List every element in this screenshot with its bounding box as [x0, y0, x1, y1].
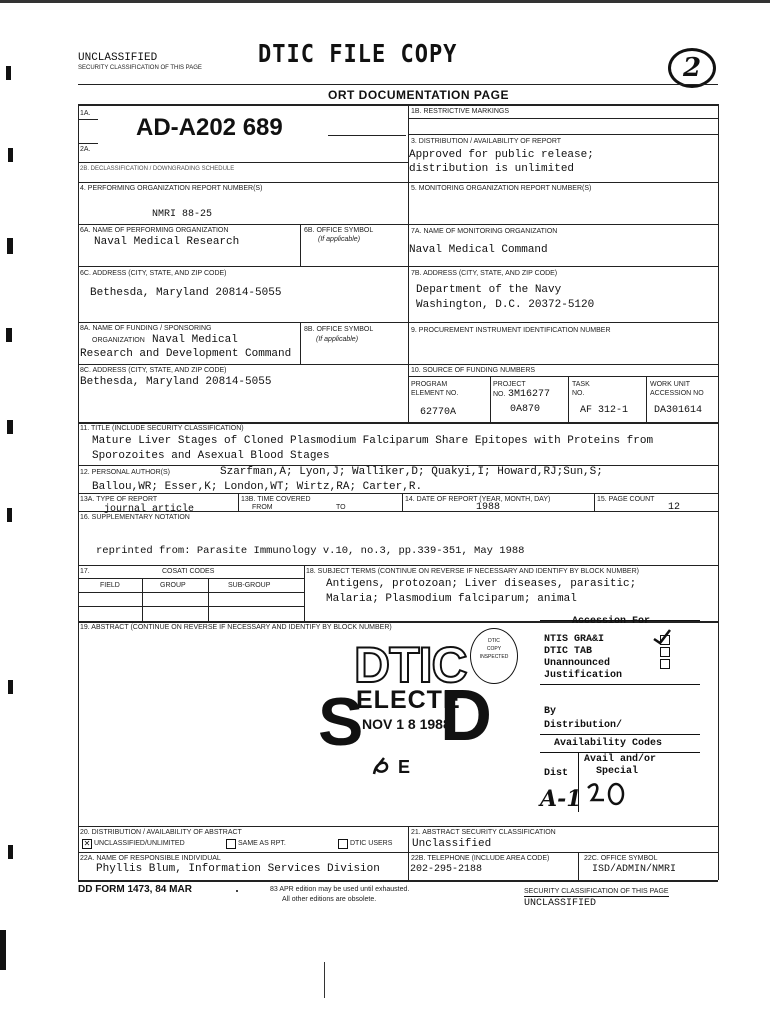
checkbox-dtic-users — [338, 839, 348, 849]
field-21-value: Unclassified — [412, 838, 492, 850]
seal-line-1: DTIC — [488, 638, 500, 644]
accession-avail-1: Avail and/or — [584, 754, 657, 765]
scan-speck — [236, 890, 238, 892]
field-7b-label: 7B. ADDRESS (CITY, STATE, AND ZIP CODE) — [411, 270, 558, 277]
dtic-stamp-s: S — [318, 684, 364, 760]
accession-row-justification: Justification — [544, 670, 623, 681]
field-7b-value-2: Washington, D.C. 20372-5120 — [416, 299, 595, 311]
field-12-value-1: Szarfman,A; Lyon,J; Walliker,D; Quakyi,I; Howard,RJ;Sun,S; — [220, 466, 603, 478]
field-3-value-2: distribution is unlimited — [409, 163, 575, 175]
field-22b-label: 22B. TELEPHONE (INCLUDE AREA CODE) — [411, 855, 550, 862]
field-8a-label: 8A. NAME OF FUNDING / SPONSORING — [80, 325, 212, 332]
field-10-label: 10. SOURCE OF FUNDING NUMBERS — [411, 367, 536, 374]
page-title: ORT DOCUMENTATION PAGE — [328, 88, 509, 102]
circled-number — [668, 48, 716, 88]
field-10-task-value: AF 312-1 — [580, 405, 629, 416]
field-10-project-label: PROJECT — [493, 381, 526, 388]
field-8c-value: Bethesda, Maryland 20814-5055 — [80, 376, 272, 388]
field-7b-value-1: Department of the Navy — [416, 284, 562, 296]
field-18-label: 18. SUBJECT TERMS (CONTINUE ON REVERSE IF NECESSARY AND IDENTIFY BY BLOCK NUMBER) — [306, 568, 639, 575]
dtic-stamp-d: D — [440, 676, 492, 756]
field-9-label: 9. PROCUREMENT INSTRUMENT IDENTIFICATION NUMBER — [411, 327, 611, 334]
seal-line-3: INSPECTED — [479, 654, 509, 660]
field-13a-value: journal article — [104, 504, 195, 515]
security-classification-label: SECURITY CLASSIFICATION OF THIS PAGE — [78, 65, 202, 71]
field-10-project-value-top: 3M16277 — [508, 389, 551, 400]
field-10-project-value: 0A870 — [510, 404, 541, 415]
field-17-label: 17. — [80, 568, 90, 575]
field-16-value: reprinted from: Parasite Immunology v.10, no.3, pp.339-351, May 1988 — [96, 545, 525, 557]
field-6b-label: 6B. OFFICE SYMBOL — [304, 227, 374, 234]
field-8a-value-1: Naval Medical — [152, 334, 238, 346]
field-3-value-1: Approved for public release; — [409, 149, 594, 161]
field-20-option-same: SAME AS RPT. — [238, 840, 286, 847]
checkbox-unannounced — [660, 659, 670, 669]
field-20-label: 20. DISTRIBUTION / AVAILABILITY OF ABSTRACT — [80, 829, 242, 836]
circled-number-value: 2 — [682, 53, 702, 83]
field-8b-label: 8B. OFFICE SYMBOL — [304, 326, 374, 333]
field-5-label: 5. MONITORING ORGANIZATION REPORT NUMBER(S) — [411, 185, 592, 192]
accession-dist: Dist — [544, 768, 569, 779]
field-10-task-label: TASK — [572, 381, 590, 388]
field-10-work-unit-label: WORK UNIT — [650, 381, 691, 388]
field-13a-label: 13A. TYPE OF REPORT — [80, 496, 158, 503]
checkbox-same-as-rpt — [226, 839, 236, 849]
field-18-value-1: Antigens, protozoan; Liver diseases, parasitic; — [326, 578, 637, 590]
accession-avail-2: Special — [596, 766, 639, 777]
field-1a-label: 1A. — [80, 110, 91, 117]
field-22c-value: ISD/ADMIN/NMRI — [592, 864, 677, 875]
field-19-label: 19. ABSTRACT (CONTINUE ON REVERSE IF NECESSARY AND IDENTIFY BY BLOCK NUMBER) — [80, 624, 392, 631]
field-22b-value: 202-295-2188 — [410, 864, 483, 875]
field-17-cosati: COSATI CODES — [162, 568, 215, 575]
accession-row-ntis: NTIS GRA&I — [544, 634, 605, 645]
field-3-label: 3. DISTRIBUTION / AVAILABILITY OF REPORT — [411, 138, 562, 145]
handwritten-mark-icon — [370, 756, 392, 783]
footer-classification: UNCLASSIFIED — [524, 898, 597, 909]
checkbox-dtic — [660, 647, 670, 657]
accession-form — [540, 616, 700, 812]
checkbox-unclassified-unlimited: ✕ — [83, 839, 91, 848]
field-18-value-2: Malaria; Plasmodium falciparum; animal — [326, 593, 577, 605]
field-11-label: 11. TITLE (INCLUDE SECURITY CLASSIFICATION) — [80, 425, 244, 432]
field-8b-sub: (If applicable) — [316, 336, 359, 343]
field-13b-label: 13B. TIME COVERED — [241, 496, 311, 503]
field-7a-label: 7A. NAME OF MONITORING ORGANIZATION — [411, 228, 558, 235]
dtic-file-copy-stamp: DTIC FILE COPY — [258, 40, 458, 69]
field-17-field: FIELD — [100, 582, 120, 589]
field-15-value: 12 — [668, 502, 681, 513]
field-10-work-unit-label-2: ACCESSION NO — [650, 390, 704, 397]
edition-note-2: All other editions are obsolete. — [282, 896, 377, 903]
field-4-value: NMRI 88-25 — [152, 209, 213, 220]
field-15-label: 15. PAGE COUNT — [597, 496, 655, 503]
field-11-value-1: Mature Liver Stages of Cloned Plasmodium Falciparum Share Epitopes with Proteins from — [92, 435, 654, 447]
field-8a-label-2: ORGANIZATION — [92, 337, 145, 344]
field-1b-label: 1B. RESTRICTIVE MARKINGS — [411, 108, 510, 115]
field-17-group: GROUP — [160, 582, 186, 589]
field-22a-value: Phyllis Blum, Information Services Division — [96, 863, 380, 875]
accession-title: Accession For — [572, 616, 651, 627]
ad-number: AD-A202 689 — [136, 114, 283, 141]
field-21-label: 21. ABSTRACT SECURITY CLASSIFICATION — [411, 829, 556, 836]
field-22a-label: 22A. NAME OF RESPONSIBLE INDIVIDUAL — [80, 855, 221, 862]
field-6a-value: Naval Medical Research — [94, 236, 240, 248]
field-14-label: 14. DATE OF REPORT (YEAR, MONTH, DAY) — [405, 496, 551, 503]
field-10-program-label-2: ELEMENT NO. — [411, 390, 459, 397]
accession-row-dtic: DTIC TAB — [544, 646, 593, 657]
dtic-stamp-title: DTIC — [354, 637, 467, 693]
field-22c-label: 22C. OFFICE SYMBOL — [584, 855, 658, 862]
field-2a-label: 2A. — [80, 146, 91, 153]
field-6b-sub: (If applicable) — [318, 236, 361, 243]
field-7a-value: Naval Medical Command — [409, 244, 548, 256]
seal-line-2: COPY — [486, 646, 502, 652]
accession-distribution: Distribution/ — [544, 720, 623, 731]
field-8a-value-2: Research and Development Command — [80, 348, 292, 360]
field-8c-label: 8C. ADDRESS (CITY, STATE, AND ZIP CODE) — [80, 367, 227, 374]
field-14-value: 1988 — [476, 502, 501, 513]
field-20-option-dtic-users: DTIC USERS — [350, 840, 393, 847]
field-16-label: 16. SUPPLEMENTARY NOTATION — [80, 514, 190, 521]
dtic-stamp-e: E — [398, 757, 411, 777]
field-6c-value: Bethesda, Maryland 20814-5055 — [90, 287, 282, 299]
field-20-option-unclassified: UNCLASSIFIED/UNLIMITED — [94, 840, 185, 847]
field-6c-label: 6C. ADDRESS (CITY, STATE, AND ZIP CODE) — [80, 270, 227, 277]
dtic-stamp-electe: ELECTE — [356, 686, 461, 714]
field-10-program-value: 62770A — [420, 407, 457, 418]
field-10-project-label-2: NO. — [493, 391, 506, 398]
form-number: DD FORM 1473, 84 MAR — [78, 884, 192, 895]
accession-handwritten: A-1 — [540, 786, 582, 812]
classification-top: UNCLASSIFIED — [78, 52, 158, 64]
field-13b-from: FROM — [252, 504, 273, 511]
field-2b-label: 2B. DECLASSIFICATION / DOWNGRADING SCHEDULE — [80, 166, 235, 172]
footer-security-label: SECURITY CLASSIFICATION OF THIS PAGE — [524, 888, 669, 895]
field-11-value-2: Sporozoites and Asexual Blood Stages — [92, 450, 330, 462]
field-13b-to: TO — [336, 504, 346, 511]
accession-row-unannounced: Unannounced — [544, 658, 611, 669]
scan-line-mark — [324, 962, 325, 998]
field-12-value-2: Ballou,WR; Esser,K; London,WT; Wirtz,RA; Carter,R. — [92, 481, 423, 493]
field-17-subgroup: SUB-GROUP — [228, 582, 271, 589]
field-12-label: 12. PERSONAL AUTHOR(S) — [80, 469, 170, 476]
handwritten-signature-icon — [584, 780, 630, 819]
accession-availability: Availability Codes — [554, 738, 663, 749]
field-4-label: 4. PERFORMING ORGANIZATION REPORT NUMBER(S) — [80, 185, 263, 192]
field-10-program-label: PROGRAM — [411, 381, 448, 388]
field-10-work-unit-value: DA301614 — [654, 405, 703, 416]
field-6a-label: 6A. NAME OF PERFORMING ORGANIZATION — [80, 227, 229, 234]
edition-note-1: 83 APR edition may be used until exhausted. — [270, 886, 410, 893]
field-10-task-label-2: NO. — [572, 390, 585, 397]
dtic-stamp-date: NOV 1 8 1988 — [362, 716, 451, 732]
accession-by: By — [544, 706, 557, 717]
